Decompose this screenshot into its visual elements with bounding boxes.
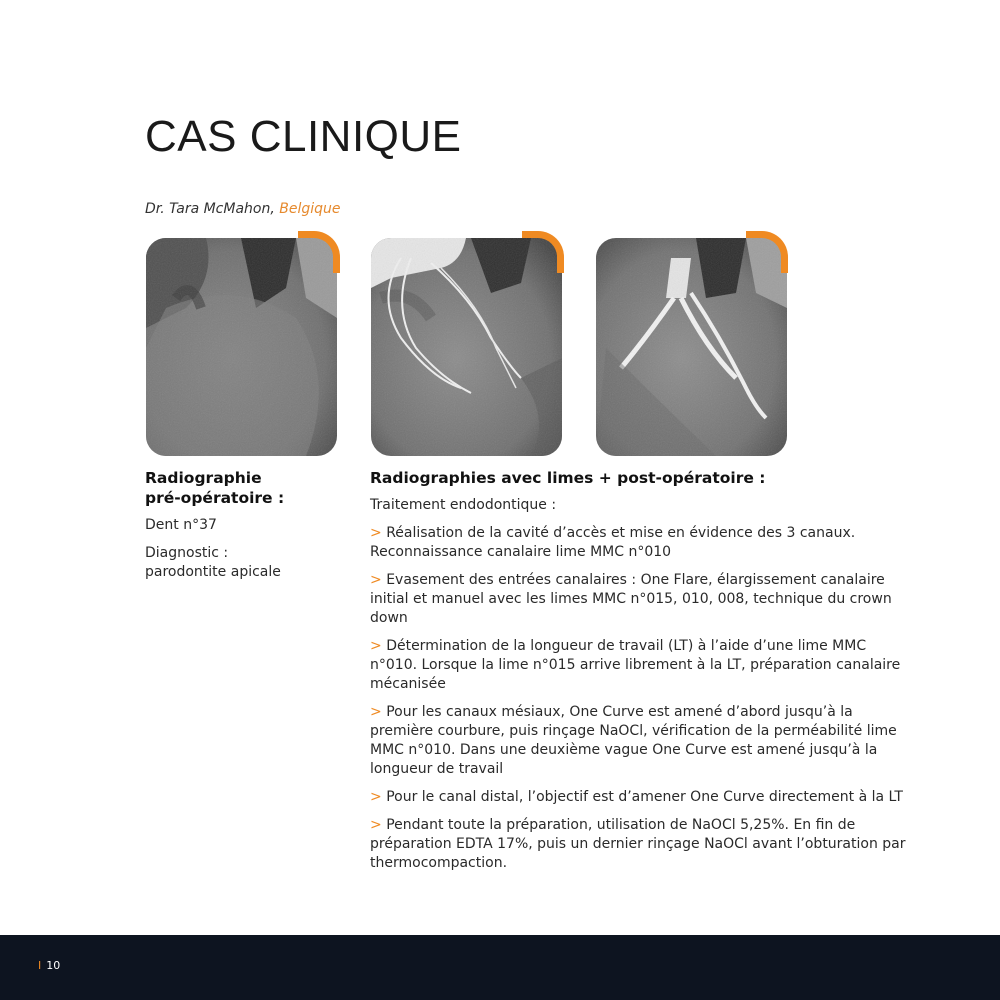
diagnostic [145, 544, 345, 582]
treatment-heading: Radiographies avec limes + post-opératoire : [370, 469, 766, 487]
preoperative-heading [145, 468, 345, 508]
treatment-step [370, 788, 910, 807]
corner-accent [746, 231, 788, 273]
diagnostic-label: Diagnostic : [145, 545, 229, 561]
arrow-icon: > [370, 572, 382, 588]
author-name: Dr. Tara McMahon, [145, 201, 280, 217]
page-number-value: 10 [46, 959, 61, 972]
arrow-icon: > [370, 789, 382, 805]
author-line [145, 201, 341, 217]
corner-accent [298, 231, 340, 273]
author-country: Belgique [279, 201, 341, 217]
treatment-intro: Traitement endodontique : [370, 497, 557, 513]
treatment-step [370, 524, 910, 562]
treatment-step-text: Pour le canal distal, l’objectif est d’amener One Curve directement à la LT [386, 789, 903, 805]
page-footer [0, 935, 1000, 1000]
arrow-icon: > [370, 638, 382, 654]
preoperative-section [145, 468, 345, 591]
treatment-step [370, 637, 910, 694]
arrow-icon: > [370, 704, 382, 720]
treatment-step-text: Evasement des entrées canalaires : One Flare, élargissement canalaire initial et manuel avec les limes MMC n°015, 010, 008, technique du crown down [370, 572, 892, 626]
diagnostic-value: parodontite apicale [145, 564, 281, 580]
arrow-icon: > [370, 525, 382, 541]
page-number [38, 959, 60, 972]
treatment-step [370, 816, 910, 873]
arrow-icon: > [370, 817, 382, 833]
treatment-step-text: Pour les canaux mésiaux, One Curve est amené d’abord jusqu’à la première courbure, puis rinçage NaOCl, vérification de la perméabilité lime MMC n°010. Dans une deuxième vague One Curve est amené jusqu’à la longueur de travail [370, 704, 897, 777]
corner-accent [522, 231, 564, 273]
treatment-section [370, 468, 910, 882]
page-number-bar: I [38, 959, 42, 972]
treatment-step [370, 571, 910, 628]
preoperative-heading-line2: pré-opératoire : [145, 489, 285, 507]
tooth-number: Dent n°37 [145, 517, 217, 533]
treatment-step-text: Réalisation de la cavité d’accès et mise en évidence des 3 canaux. Reconnaissance canalaire lime MMC n°010 [370, 525, 856, 560]
treatment-step [370, 703, 910, 779]
preoperative-heading-line1: Radiographie [145, 469, 262, 487]
treatment-step-text: Détermination de la longueur de travail (LT) à l’aide d’une lime MMC n°010. Lorsque la lime n°015 arrive librement à la LT, préparation canalaire mécanisée [370, 638, 901, 692]
treatment-step-text: Pendant toute la préparation, utilisation de NaOCl 5,25%. En fin de préparation EDTA 17%, puis un dernier rinçage NaOCl avant l’obturation par thermocompaction. [370, 817, 906, 871]
page-title: CAS CLINIQUE [145, 112, 462, 161]
